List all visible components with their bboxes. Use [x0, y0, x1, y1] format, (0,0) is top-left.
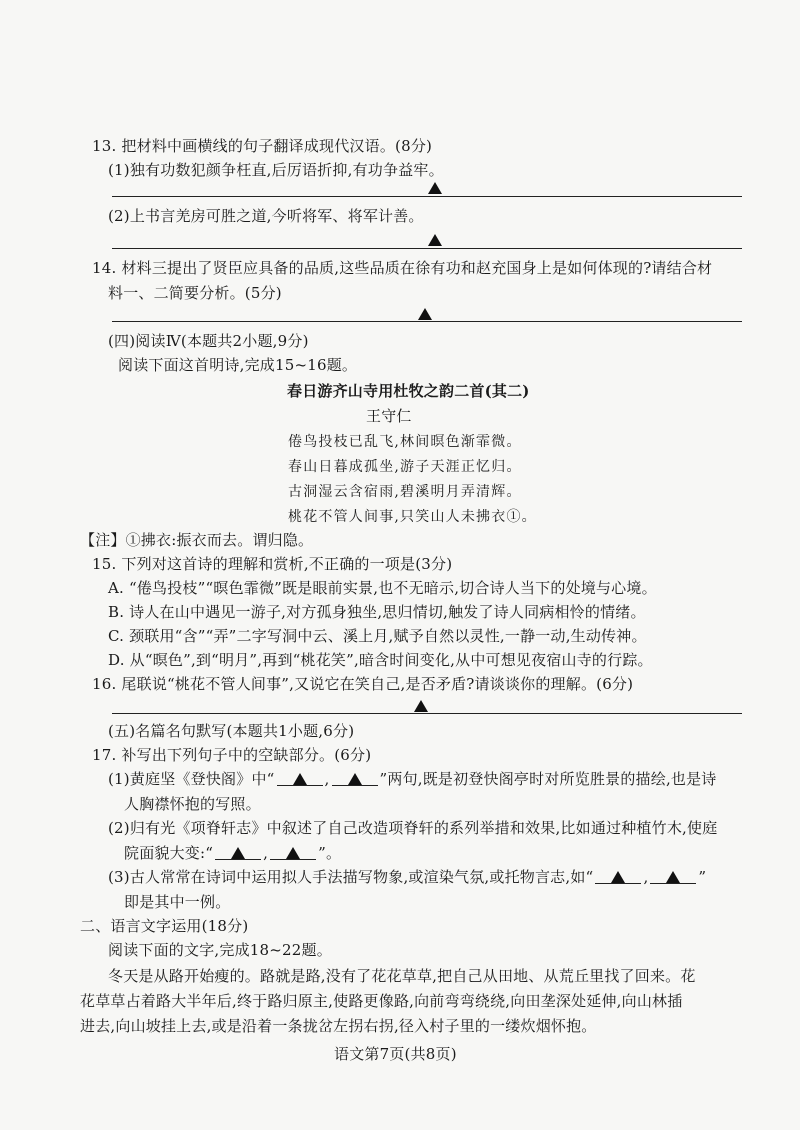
q17-item-3-text-a: (3)古人常常在诗词中运用拟人手法描写物象,或渲染气氛,或托物言志,如“ — [108, 868, 594, 886]
answer-triangle-icon — [414, 700, 428, 712]
q17-item-1-text-b: ”两句,既是初登快阁亭时对所览胜景的描绘,也是诗 — [379, 770, 717, 788]
q17-item-2-end: ”。 — [318, 844, 342, 862]
answer-triangle-icon — [428, 182, 442, 194]
poem-line-2: 春山日暮成孤坐,游子天涯正忆归。 — [288, 459, 522, 475]
fill-blank[interactable] — [595, 869, 641, 884]
q17-item-1-separator: , — [324, 770, 330, 788]
poem-line-1: 倦鸟投枝已乱飞,林间暝色渐霏微。 — [288, 434, 522, 450]
answer-line — [112, 321, 742, 322]
q17-item-2: (2)归有光《项脊轩志》中叙述了自己改造项脊轩的系列举措和效果,比如通过种植竹木,使庭 — [108, 819, 718, 837]
answer-line — [112, 713, 742, 714]
passage-line-1: 冬天是从路开始瘦的。路就是路,没有了花花草草,把自己从田地、从荒丘里找了回来。花 — [108, 967, 696, 985]
q17-item-2-text-b: 院面貌大变:“ — [124, 844, 214, 862]
q15-option-c: C. 颈联用“含”“弄”二字写洞中云、溪上月,赋予自然以灵性,一静一动,生动传神。 — [108, 627, 647, 645]
q17-item-1-text-a: (1)黄庭坚《登快阁》中“ — [108, 770, 275, 788]
q17-stem: 17. 补写出下列句子中的空缺部分。(6分) — [92, 746, 372, 764]
part-2-intro: 阅读下面的文字,完成18~22题。 — [108, 941, 332, 959]
answer-triangle-icon — [293, 773, 307, 785]
q15-option-a: A. “倦鸟投枝”“暝色霏微”既是眼前实景,也不无暗示,切合诗人当下的处境与心境。 — [108, 579, 657, 597]
section-4-heading: (四)阅读Ⅳ(本题共2小题,9分) — [108, 332, 309, 350]
q17-item-3 — [108, 867, 706, 887]
answer-triangle-icon — [286, 847, 300, 859]
q17-item-3-continued: 即是其中一例。 — [124, 893, 231, 911]
q15-option-b: B. 诗人在山中遇见一游子,对方孤身独坐,思归情切,触发了诗人同病相怜的情绪。 — [108, 603, 646, 621]
answer-triangle-icon — [418, 308, 432, 320]
poem-title: 春日游齐山寺用杜牧之韵二首(其二) — [287, 382, 530, 400]
fill-blank[interactable] — [332, 771, 378, 786]
q17-item-2-continued — [124, 843, 341, 863]
q16-stem: 16. 尾联说“桃花不管人间事”,又说它在笑自己,是否矛盾?请谈谈你的理解。(6分) — [92, 675, 634, 693]
poem-note: 【注】①拂衣:振衣而去。谓归隐。 — [80, 531, 314, 549]
answer-triangle-icon — [348, 773, 362, 785]
q17-item-1 — [108, 769, 717, 789]
fill-blank[interactable] — [277, 771, 323, 786]
answer-triangle-icon — [428, 234, 442, 246]
section-4-intro: 阅读下面这首明诗,完成15~16题。 — [118, 356, 358, 374]
answer-line — [112, 248, 742, 249]
q13-stem: 13. 把材料中画横线的句子翻译成现代汉语。(8分) — [92, 137, 433, 155]
fill-blank[interactable] — [270, 845, 316, 860]
poem-line-4: 桃花不管人间事,只笑山人未拂衣①。 — [288, 509, 537, 525]
poem-line-3: 古洞湿云含宿雨,碧溪明月弄清辉。 — [288, 484, 522, 500]
answer-triangle-icon — [611, 871, 625, 883]
part-2-heading: 二、语言文字运用(18分) — [80, 917, 249, 935]
fill-blank[interactable] — [650, 869, 696, 884]
page-footer: 语文第7页(共8页) — [334, 1045, 457, 1063]
q15-stem: 15. 下列对这首诗的理解和赏析,不正确的一项是(3分) — [92, 555, 453, 573]
q13-sentence-2: (2)上书言羌房可胜之道,今听将军、将军计善。 — [108, 207, 424, 225]
q17-item-3-end: ” — [698, 868, 707, 886]
passage-line-3: 进去,向山坡挂上去,或是沿着一条拢岔左拐右拐,径入村子里的一缕炊烟怀抱。 — [80, 1017, 597, 1035]
passage-line-2: 花草草占着路大半年后,终于路归原主,使路更像路,向前弯弯绕绕,向田垄深处延伸,向山林插 — [80, 992, 683, 1010]
q15-option-d: D. 从“暝色”,到“明月”,再到“桃花笑”,暗含时间变化,从中可想见夜宿山寺的行踪。 — [108, 651, 653, 669]
section-5-heading: (五)名篇名句默写(本题共1小题,6分) — [108, 722, 355, 740]
answer-line — [112, 196, 742, 197]
answer-triangle-icon — [666, 871, 680, 883]
q17-item-3-separator: , — [643, 868, 649, 886]
poem-author: 王守仁 — [366, 407, 412, 425]
answer-triangle-icon — [231, 847, 245, 859]
q17-item-2-separator: , — [263, 844, 269, 862]
q13-sentence-1: (1)独有功数犯颜争枉直,后厉语折抑,有功争益牢。 — [108, 161, 444, 179]
q14-stem-line-1: 14. 材料三提出了贤臣应具备的品质,这些品质在徐有功和赵充国身上是如何体现的?请结合材 — [92, 259, 713, 277]
fill-blank[interactable] — [215, 845, 261, 860]
q14-stem-line-2: 料一、二简要分析。(5分) — [108, 284, 282, 302]
q17-item-1-continued: 人胸襟怀抱的写照。 — [124, 795, 261, 813]
